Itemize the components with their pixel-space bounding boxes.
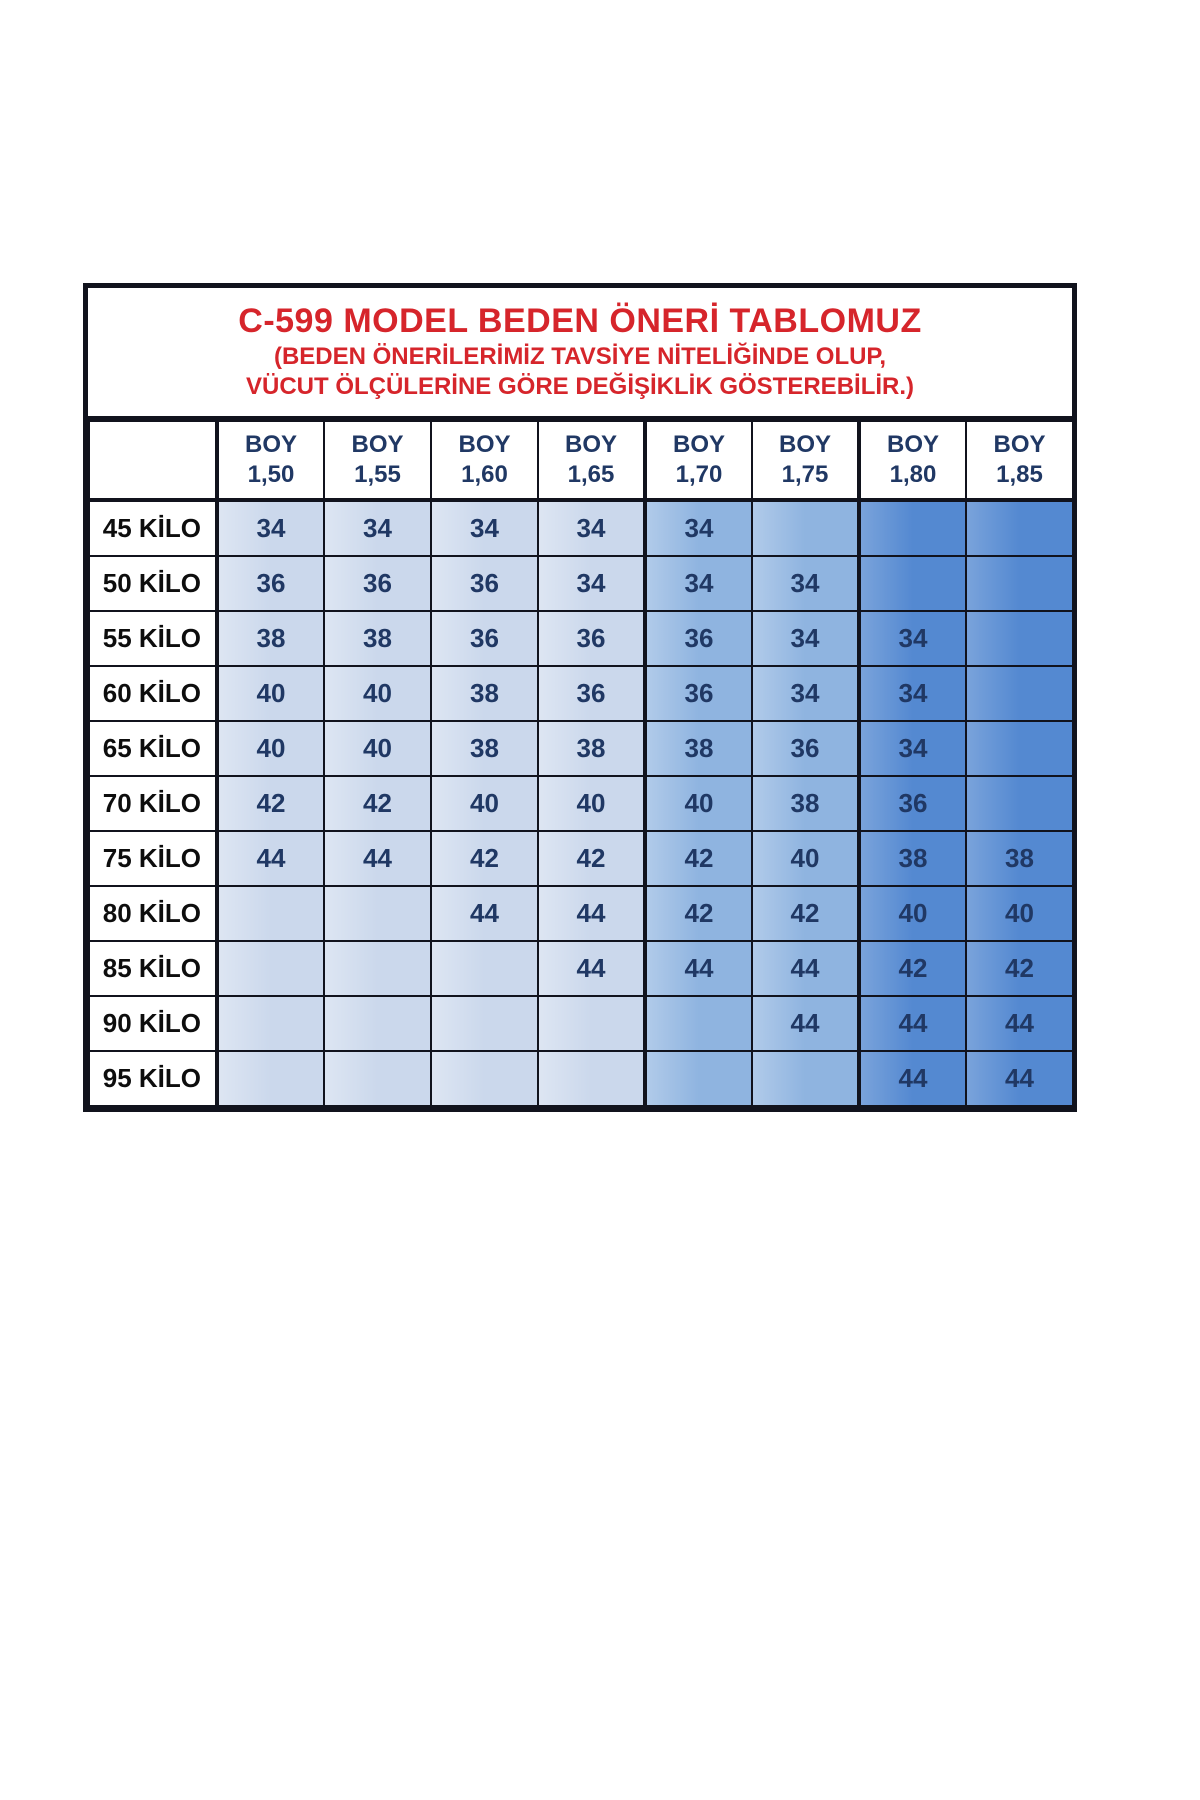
size-cell	[966, 776, 1073, 831]
size-cell: 44	[538, 941, 645, 996]
size-cell	[538, 996, 645, 1051]
size-cell: 38	[431, 721, 538, 776]
size-cell	[966, 666, 1073, 721]
table-row	[89, 996, 1073, 1051]
col-header-boy-1-65	[538, 421, 645, 500]
size-cell: 44	[752, 996, 859, 1051]
size-cell: 44	[966, 1051, 1073, 1106]
size-cell: 36	[217, 556, 324, 611]
size-cell: 34	[859, 611, 966, 666]
chart-title: C-599 MODEL BEDEN ÖNERİ TABLOMUZ	[238, 302, 922, 340]
size-cell: 36	[324, 556, 431, 611]
size-cell: 44	[538, 886, 645, 941]
chart-title-block	[88, 288, 1072, 420]
size-cell: 42	[752, 886, 859, 941]
col-header-height: 1,80	[889, 461, 937, 488]
size-cell: 36	[431, 611, 538, 666]
size-cell: 34	[431, 500, 538, 556]
size-cell: 34	[645, 500, 752, 556]
table-row	[89, 721, 1073, 776]
table-row	[89, 776, 1073, 831]
size-cell	[324, 941, 431, 996]
col-header-boy-1-50	[217, 421, 324, 500]
col-header-unit: BOY	[564, 431, 617, 458]
row-label-95-ki-lo: 95 KİLO	[89, 1051, 217, 1106]
row-label-45-ki-lo: 45 KİLO	[89, 500, 217, 556]
size-cell	[859, 556, 966, 611]
size-cell: 42	[431, 831, 538, 886]
row-label-90-ki-lo: 90 KİLO	[89, 996, 217, 1051]
table-row	[89, 556, 1073, 611]
table-row	[89, 1051, 1073, 1106]
size-cell: 44	[859, 996, 966, 1051]
size-cell: 34	[752, 666, 859, 721]
size-cell: 36	[752, 721, 859, 776]
size-cell: 40	[859, 886, 966, 941]
col-header-boy-1-70	[645, 421, 752, 500]
size-cell	[966, 556, 1073, 611]
size-cell: 44	[217, 831, 324, 886]
size-cell: 34	[538, 556, 645, 611]
size-cell	[752, 1051, 859, 1106]
header-row	[89, 421, 1073, 500]
size-cell	[431, 996, 538, 1051]
size-cell: 40	[324, 721, 431, 776]
size-cell: 36	[538, 666, 645, 721]
size-cell: 40	[752, 831, 859, 886]
size-cell: 44	[966, 996, 1073, 1051]
row-label-80-ki-lo: 80 KİLO	[89, 886, 217, 941]
row-label-65-ki-lo: 65 KİLO	[89, 721, 217, 776]
size-cell: 44	[324, 831, 431, 886]
size-table	[88, 420, 1074, 1107]
table-row	[89, 886, 1073, 941]
size-cell	[431, 941, 538, 996]
col-header-unit: BOY	[993, 431, 1046, 458]
size-cell: 40	[217, 666, 324, 721]
size-cell	[217, 886, 324, 941]
size-cell: 38	[645, 721, 752, 776]
size-cell: 42	[645, 886, 752, 941]
col-header-unit: BOY	[672, 431, 725, 458]
size-cell: 44	[645, 941, 752, 996]
size-cell: 38	[431, 666, 538, 721]
row-label-75-ki-lo: 75 KİLO	[89, 831, 217, 886]
size-cell: 38	[966, 831, 1073, 886]
size-chart-frame	[83, 283, 1077, 1112]
table-row	[89, 500, 1073, 556]
size-cell: 34	[538, 500, 645, 556]
size-cell	[966, 500, 1073, 556]
size-cell: 38	[217, 611, 324, 666]
table-row	[89, 831, 1073, 886]
col-header-boy-1-80	[859, 421, 966, 500]
size-cell: 42	[645, 831, 752, 886]
col-header-height: 1,75	[781, 461, 829, 488]
col-header-height: 1,70	[675, 461, 723, 488]
size-cell: 38	[752, 776, 859, 831]
size-cell	[217, 941, 324, 996]
size-cell: 34	[324, 500, 431, 556]
size-cell: 34	[859, 666, 966, 721]
corner-cell	[89, 421, 217, 500]
size-cell: 34	[859, 721, 966, 776]
row-label-70-ki-lo: 70 KİLO	[89, 776, 217, 831]
col-header-height: 1,60	[461, 461, 508, 488]
row-label-60-ki-lo: 60 KİLO	[89, 666, 217, 721]
size-cell: 36	[538, 611, 645, 666]
size-cell: 34	[645, 556, 752, 611]
chart-subtitle-line1: (BEDEN ÖNERİLERİMİZ TAVSİYE NİTELİĞİNDE OLUP,	[273, 343, 887, 370]
size-cell: 34	[217, 500, 324, 556]
size-cell: 36	[859, 776, 966, 831]
size-cell: 40	[324, 666, 431, 721]
col-header-boy-1-60	[431, 421, 538, 500]
size-cell: 34	[752, 611, 859, 666]
size-cell: 40	[538, 776, 645, 831]
size-cell: 42	[538, 831, 645, 886]
size-table-header	[89, 421, 1073, 500]
row-label-55-ki-lo: 55 KİLO	[89, 611, 217, 666]
size-cell	[645, 996, 752, 1051]
col-header-unit: BOY	[886, 431, 939, 458]
table-row	[89, 941, 1073, 996]
size-cell: 34	[752, 556, 859, 611]
col-header-height: 1,65	[567, 461, 615, 488]
table-row	[89, 611, 1073, 666]
col-header-boy-1-75	[752, 421, 859, 500]
size-cell	[324, 886, 431, 941]
col-header-boy-1-85	[966, 421, 1073, 500]
size-cell: 42	[966, 941, 1073, 996]
size-cell: 36	[431, 556, 538, 611]
size-cell: 36	[645, 666, 752, 721]
col-header-unit: BOY	[244, 431, 297, 458]
size-cell	[217, 996, 324, 1051]
size-cell	[966, 611, 1073, 666]
size-cell: 42	[217, 776, 324, 831]
size-cell: 42	[859, 941, 966, 996]
size-cell: 36	[645, 611, 752, 666]
size-cell: 38	[324, 611, 431, 666]
row-label-50-ki-lo: 50 KİLO	[89, 556, 217, 611]
size-cell	[966, 721, 1073, 776]
chart-subtitle-line2: VÜCUT ÖLÇÜLERİNE GÖRE DEĞİŞİKLİK GÖSTEREBİLİR.)	[245, 373, 915, 400]
size-cell: 42	[324, 776, 431, 831]
size-cell: 44	[752, 941, 859, 996]
size-cell: 40	[431, 776, 538, 831]
size-cell	[645, 1051, 752, 1106]
size-cell: 38	[538, 721, 645, 776]
size-cell	[217, 1051, 324, 1106]
size-cell: 44	[859, 1051, 966, 1106]
col-header-unit: BOY	[778, 431, 831, 458]
size-cell: 40	[966, 886, 1073, 941]
col-header-unit: BOY	[351, 431, 404, 458]
size-cell: 44	[431, 886, 538, 941]
size-cell	[324, 1051, 431, 1106]
size-cell	[538, 1051, 645, 1106]
row-label-85-ki-lo: 85 KİLO	[89, 941, 217, 996]
size-cell: 38	[859, 831, 966, 886]
size-cell	[752, 500, 859, 556]
col-header-height: 1,50	[247, 461, 295, 488]
table-row	[89, 666, 1073, 721]
col-header-unit: BOY	[458, 431, 511, 458]
size-cell	[431, 1051, 538, 1106]
col-header-boy-1-55	[324, 421, 431, 500]
size-cell: 40	[217, 721, 324, 776]
size-cell	[324, 996, 431, 1051]
col-header-height: 1,85	[996, 461, 1043, 488]
col-header-height: 1,55	[354, 461, 401, 488]
size-cell: 40	[645, 776, 752, 831]
size-table-body	[89, 500, 1073, 1106]
size-cell	[859, 500, 966, 556]
